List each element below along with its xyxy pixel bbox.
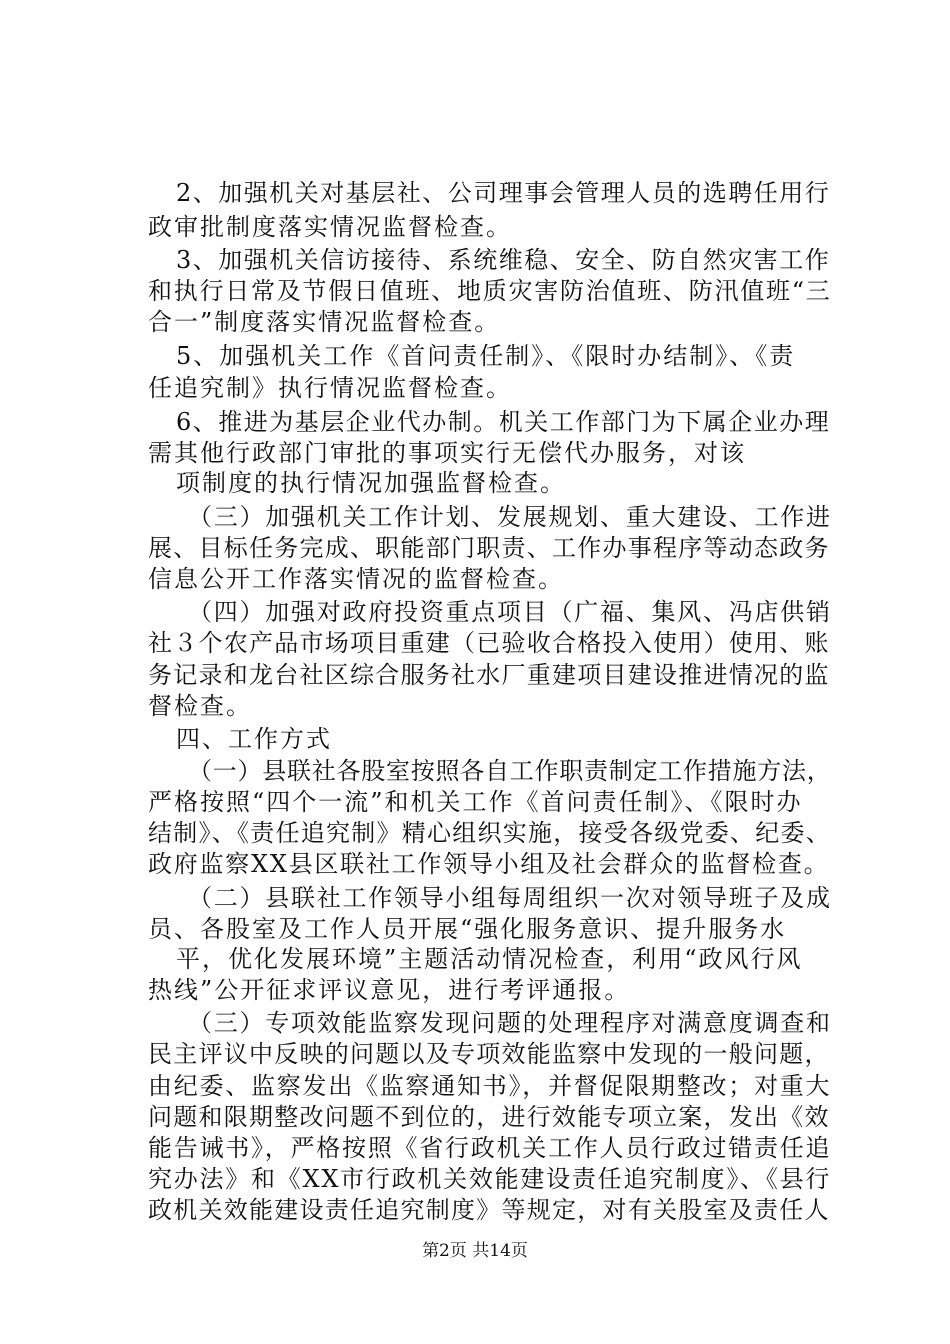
text-line: 热线”公开征求评议意见，进行考评通报。 [148,976,631,1004]
text-line: 展、目标任务完成、职能部门职责、工作办事程序等动态政务 [148,534,830,562]
text-line: 和执行日常及节假日值班、地质灾害防治值班、防汛值班“三 [148,277,832,305]
text-line: 任追究制》执行情况监督检查。 [148,374,512,402]
text-line: 究办法》和《XX市行政机关效能建设责任追究制度》、《县行 [148,1165,832,1193]
text-line: 合一”制度落实情况监督检查。 [148,308,501,336]
text-line: 由纪委、监察发出《监察通知书》，并督促限期整改；对重大 [148,1072,832,1100]
text-line: 民主评议中反映的问题以及专项效能监察中发现的一般问题， [148,1040,830,1068]
text-line: （三）加强机关工作计划、发展规划、重大建设、工作进 [188,503,832,531]
text-line: 2、加强机关对基层社、公司理事会管理人员的选聘任用行 [176,179,831,207]
text-line: （三）专项效能监察发现问题的处理程序对满意度调查和 [188,1009,832,1037]
text-line: （二）县联社工作领导小组每周组织一次对领导班子及成 [188,884,832,912]
page-footer: 第2页 共14页 [422,1241,528,1261]
text-line: 需其他行政部门审批的事项实行无偿代办服务，对该 [148,439,746,467]
text-line: 务记录和龙台社区综合服务社水厂重建项目建设推进情况的监 [148,661,830,689]
text-line: 5、加强机关工作《首问责任制》、《限时办结制》、《责 [176,342,796,370]
text-line: 政府监察XX县区联社工作领导小组及社会群众的监督检查。 [148,850,830,878]
text-line: 信息公开工作落实情况的监督检查。 [148,565,564,593]
text-line: （四）加强对政府投资重点项目（广福、集风、冯店供销 [188,598,832,626]
section-heading: 四、工作方式 [176,725,332,753]
text-line: （一）县联社各股室按照各自工作职责制定工作措施方法， [188,757,832,785]
text-line: 能告诫书》，严格按照《省行政机关工作人员行政过错责任追 [148,1134,832,1162]
text-line: 政机关效能建设责任追究制度》等规定，对有关股室及责任人 [148,1196,830,1224]
text-line: 社３个农产品市场项目重建（已验收合格投入使用）使用、账 [148,629,830,657]
text-line: 6、推进为基层企业代办制。机关工作部门为下属企业办理 [176,408,831,436]
text-line: 问题和限期整改问题不到位的，进行效能专项立案，发出《效 [148,1103,830,1131]
text-line: 政审批制度落实情况监督检查。 [148,213,512,241]
text-line: 平，优化发展环境”主题活动情况检查，利用“政风行风 [176,945,803,973]
text-line: 结制》、《责任追究制》精心组织实施，接受各级党委、纪委、 [148,819,831,847]
text-line: 督检查。 [148,692,252,720]
text-line: 严格按照“四个一流”和机关工作《首问责任制》、《限时办 [148,788,803,816]
text-line: 员、各股室及工作人员开展“强化服务意识、提升服务水 [148,915,787,943]
text-line: 3、加强机关信访接待、系统维稳、安全、防自然灾害工作 [176,246,831,274]
text-line: 项制度的执行情况加强监督检查。 [176,469,566,497]
